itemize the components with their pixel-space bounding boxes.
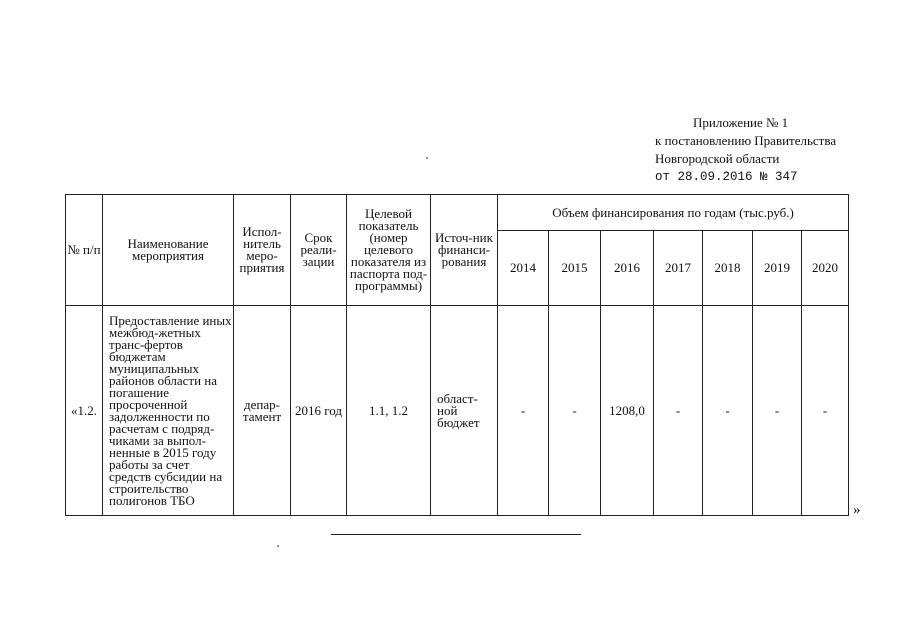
row-term: 2016 год [291, 306, 347, 516]
header-target: Целевой показатель (номер целевого показателя из паспорта под-программы) [347, 195, 431, 306]
header-year: 2019 [753, 231, 802, 306]
row-value: - [549, 306, 601, 516]
row-source: област-ной бюджет [431, 306, 498, 516]
appendix-resolution: к постановлению Правительства [655, 133, 837, 148]
row-value: 1208,0 [601, 306, 654, 516]
header-num: № п/п [66, 195, 103, 306]
header-year: 2020 [802, 231, 849, 306]
header-year: 2014 [498, 231, 549, 306]
table-row [66, 306, 849, 516]
funding-table [65, 194, 849, 516]
header-executor: Испол-нитель меро-приятия [234, 195, 291, 306]
scan-speck [426, 157, 428, 159]
row-value: - [498, 306, 549, 516]
closing-quote: » [853, 502, 861, 518]
header-term: Срок реали-зации [291, 195, 347, 306]
header-row-1 [66, 195, 849, 231]
header-year: 2018 [703, 231, 753, 306]
row-target: 1.1, 1.2 [347, 306, 431, 516]
scan-speck [277, 545, 279, 547]
end-rule [331, 534, 581, 535]
row-executor: депар-тамент [234, 306, 291, 516]
header-year: 2015 [549, 231, 601, 306]
row-value: - [802, 306, 849, 516]
row-value: - [703, 306, 753, 516]
appendix-title: Приложение № 1 [693, 115, 789, 130]
row-name: Предоставление иных межбюд-жетных транс-фертов бюджетам муниципальных районов области на погашение просроченной задолженности по расчетам с подряд-чиками за выпол-ненные в 2015 году работы за счет средств субсидии на строительство полигонов ТБО [103, 306, 234, 516]
row-value: - [753, 306, 802, 516]
row-value: - [654, 306, 703, 516]
appendix-date-number: от 28.09.2016 № 347 [655, 170, 798, 184]
header-name: Наименование мероприятия [103, 195, 234, 306]
row-num: «1.2. [66, 306, 103, 516]
header-year: 2017 [654, 231, 703, 306]
appendix-header [655, 114, 895, 186]
header-source: Источ-ник финанси-рования [431, 195, 498, 306]
appendix-region: Новгородской области [655, 151, 780, 166]
header-funding-group: Объем финансирования по годам (тыс.руб.) [498, 195, 849, 231]
header-year: 2016 [601, 231, 654, 306]
